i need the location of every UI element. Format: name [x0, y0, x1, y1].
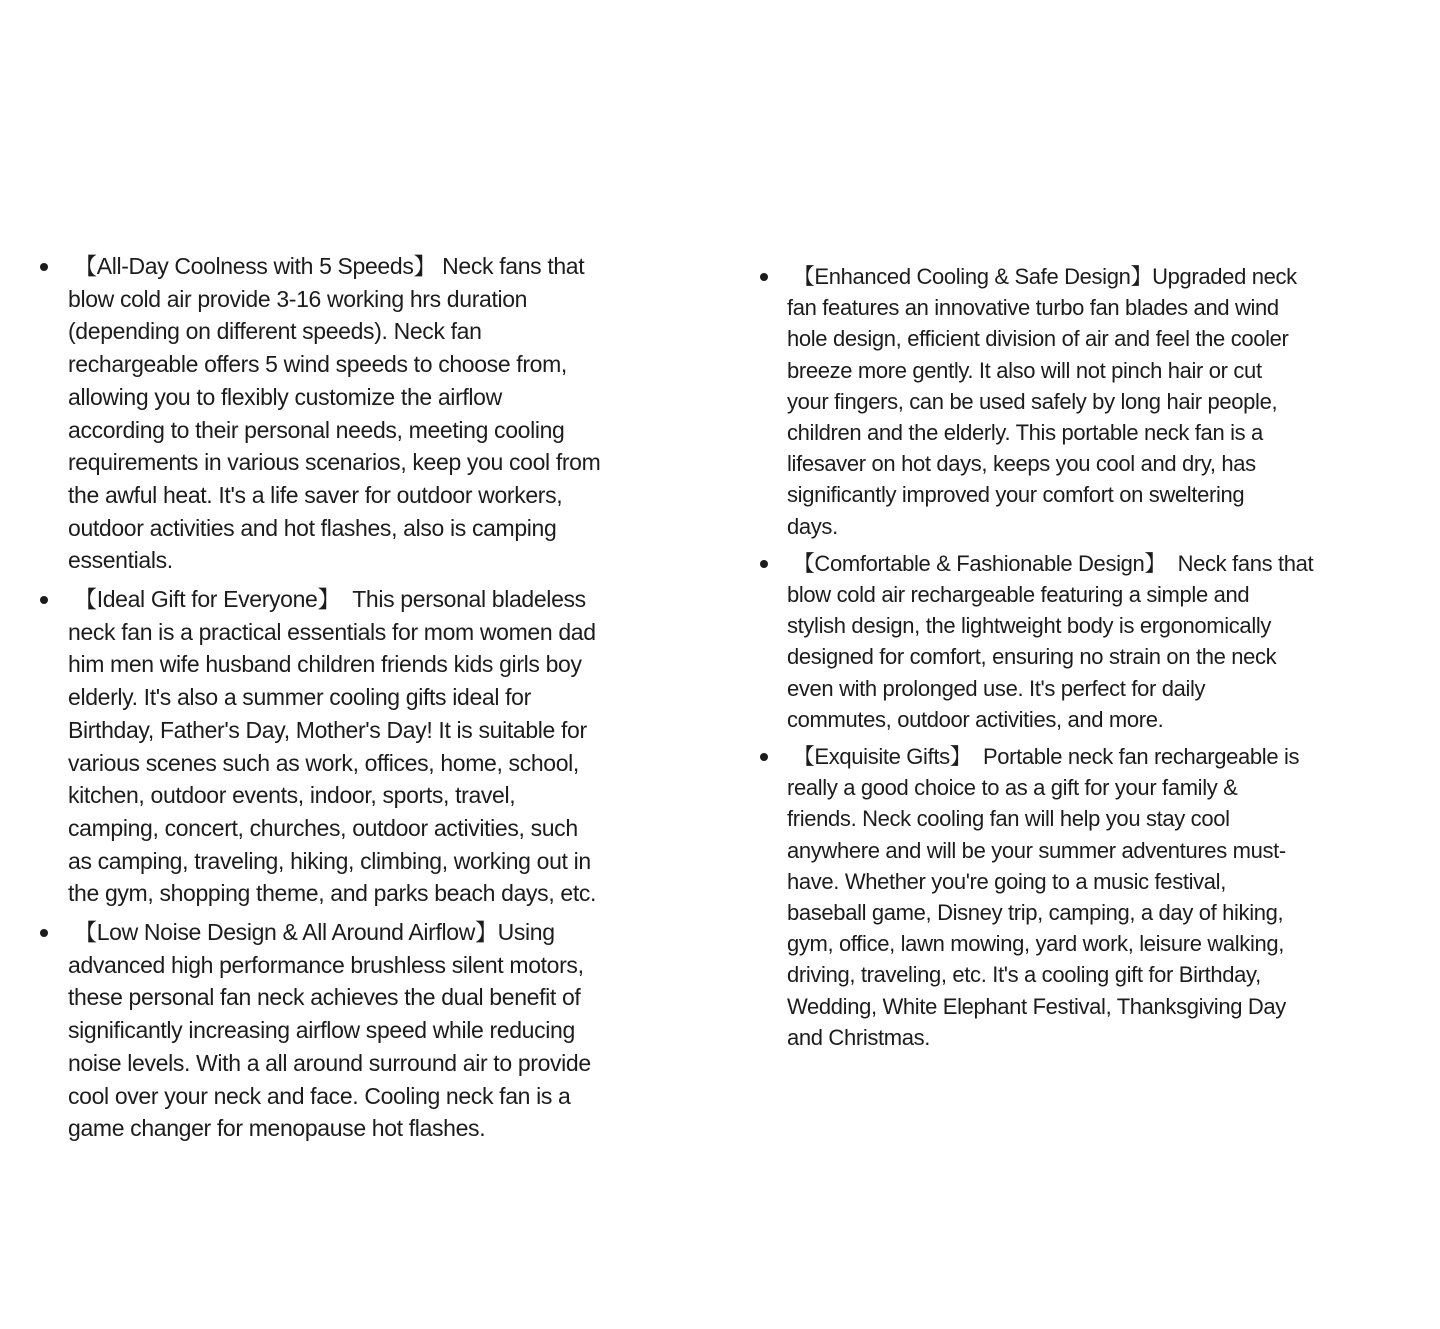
feature-text-line: commutes, outdoor activities, and more.: [787, 706, 1164, 732]
feature-text-line: according to their personal needs, meeting cooling: [68, 416, 565, 443]
feature-heading: 【Exquisite Gifts】: [792, 744, 972, 770]
feature-heading: 【Enhanced Cooling & Safe Design】: [792, 264, 1153, 289]
feature-text-line: requirements in various scenarios, keep you cool from: [68, 449, 601, 476]
bullet-dot-icon: [40, 596, 48, 604]
feature-bullet-item: [756, 261, 1386, 542]
feature-bullet-item: [756, 548, 1386, 735]
feature-text-line: advanced high performance brushless silent motors,: [68, 951, 584, 978]
bullet-dot-icon: [40, 263, 48, 271]
feature-text-line: anywhere and will be your summer adventures must-: [787, 837, 1286, 863]
feature-text-line: your fingers, can be used safely by long hair people,: [787, 388, 1278, 414]
feature-text-line: designed for comfort, ensuring no strain on the neck: [787, 644, 1277, 670]
feature-text-line: Wedding, White Elephant Festival, Thanksgiving Day: [787, 993, 1286, 1019]
bullet-dot-icon: [760, 753, 768, 761]
feature-text-line: driving, traveling, etc. It's a cooling gift for Birthday,: [787, 962, 1261, 988]
feature-text-line: camping, concert, churches, outdoor activities, such: [68, 814, 578, 841]
feature-heading: 【Comfortable & Fashionable Design】: [792, 550, 1167, 576]
feature-text-line: blow cold air provide 3-16 working hrs duration: [68, 285, 528, 312]
bullet-dot-icon: [760, 273, 768, 281]
feature-text-line: stylish design, the lightweight body is ergonomically: [787, 613, 1272, 639]
feature-text-line: friends. Neck cooling fan will help you stay cool: [787, 806, 1230, 832]
feature-text-line: rechargeable offers 5 wind speeds to choose from,: [68, 351, 567, 378]
feature-text: This personal bladeless: [340, 586, 586, 613]
bullet-dot-icon: [40, 929, 48, 937]
feature-heading: 【All-Day Coolness with 5 Speeds】: [74, 253, 437, 279]
feature-text-line: as camping, traveling, hiking, climbing, working out in: [68, 847, 591, 874]
feature-text-line: [68, 250, 696, 283]
feature-text-line: [68, 916, 696, 949]
bullet-dot-icon: [760, 560, 768, 568]
feature-text-line: elderly. It's also a summer cooling gifts ideal for: [68, 684, 531, 711]
feature-text-line: gym, office, lawn mowing, yard work, leisure walking,: [787, 931, 1285, 957]
feature-text-line: really a good choice to as a gift for your family &: [787, 775, 1238, 801]
feature-list-right: [756, 261, 1386, 1059]
feature-text: Neck fans that: [436, 253, 585, 279]
feature-text-line: hole design, efficient division of air and feel the cooler: [787, 326, 1289, 352]
feature-text-line: noise levels. With a all around surround air to provide: [68, 1049, 591, 1076]
feature-text-line: lifesaver on hot days, keeps you cool and dry, has: [787, 451, 1256, 477]
feature-bullet-item: [36, 916, 696, 1145]
feature-text-line: kitchen, outdoor events, indoor, sports, travel,: [68, 782, 516, 809]
feature-text-line: neck fan is a practical essentials for mom women dad: [68, 618, 596, 645]
feature-bullet-item: [36, 250, 696, 577]
feature-text-line: game changer for menopause hot flashes.: [68, 1115, 486, 1142]
feature-text-line: significantly increasing airflow speed while reducing: [68, 1017, 575, 1044]
feature-text-line: [787, 261, 1386, 292]
feature-text-line: allowing you to flexibly customize the airflow: [68, 383, 502, 410]
feature-text-line: even with prolonged use. It's perfect for daily: [787, 675, 1206, 701]
feature-text-line: cool over your neck and face. Cooling neck fan is a: [68, 1082, 571, 1109]
feature-text: Using: [497, 919, 555, 946]
feature-text-line: essentials.: [68, 547, 173, 574]
feature-text-line: the gym, shopping theme, and parks beach days, etc.: [68, 880, 597, 907]
feature-text-line: and Christmas.: [787, 1024, 931, 1050]
feature-text-line: blow cold air rechargeable featuring a simple and: [787, 582, 1250, 608]
feature-text-line: breeze more gently. It also will not pinch hair or cut: [787, 357, 1262, 383]
feature-list-left: [36, 250, 696, 1151]
feature-text-line: [787, 548, 1386, 579]
feature-text-line: significantly improved your comfort on sweltering: [787, 482, 1245, 508]
feature-heading: 【Low Noise Design & All Around Airflow】: [74, 919, 498, 946]
feature-text: Upgraded neck: [1152, 264, 1297, 289]
feature-heading: 【Ideal Gift for Everyone】: [74, 586, 341, 613]
feature-bullet-item: [36, 583, 696, 910]
feature-text: Neck fans that: [1166, 550, 1314, 576]
feature-text-line: have. Whether you're going to a music festival,: [787, 868, 1226, 894]
feature-text-line: [787, 741, 1386, 772]
feature-text-line: baseball game, Disney trip, camping, a day of hiking,: [787, 900, 1284, 926]
feature-bullet-item: [756, 741, 1386, 1053]
feature-text-line: children and the elderly. This portable neck fan is a: [787, 420, 1263, 446]
feature-text-line: (depending on different speeds). Neck fan: [68, 318, 482, 345]
feature-text: Portable neck fan rechargeable is: [971, 744, 1300, 770]
feature-text-line: outdoor activities and hot flashes, also is camping: [68, 514, 557, 541]
feature-text-line: days.: [787, 513, 838, 539]
feature-text-line: the awful heat. It's a life saver for outdoor workers,: [68, 481, 563, 508]
feature-text-line: [68, 583, 696, 616]
feature-text-line: fan features an innovative turbo fan blades and wind: [787, 295, 1279, 321]
feature-text-line: these personal fan neck achieves the dual benefit of: [68, 984, 581, 1011]
feature-text-line: Birthday, Father's Day, Mother's Day! It is suitable for: [68, 716, 587, 743]
feature-text-line: him men wife husband children friends kids girls boy: [68, 651, 582, 678]
feature-text-line: various scenes such as work, offices, home, school,: [68, 749, 579, 776]
